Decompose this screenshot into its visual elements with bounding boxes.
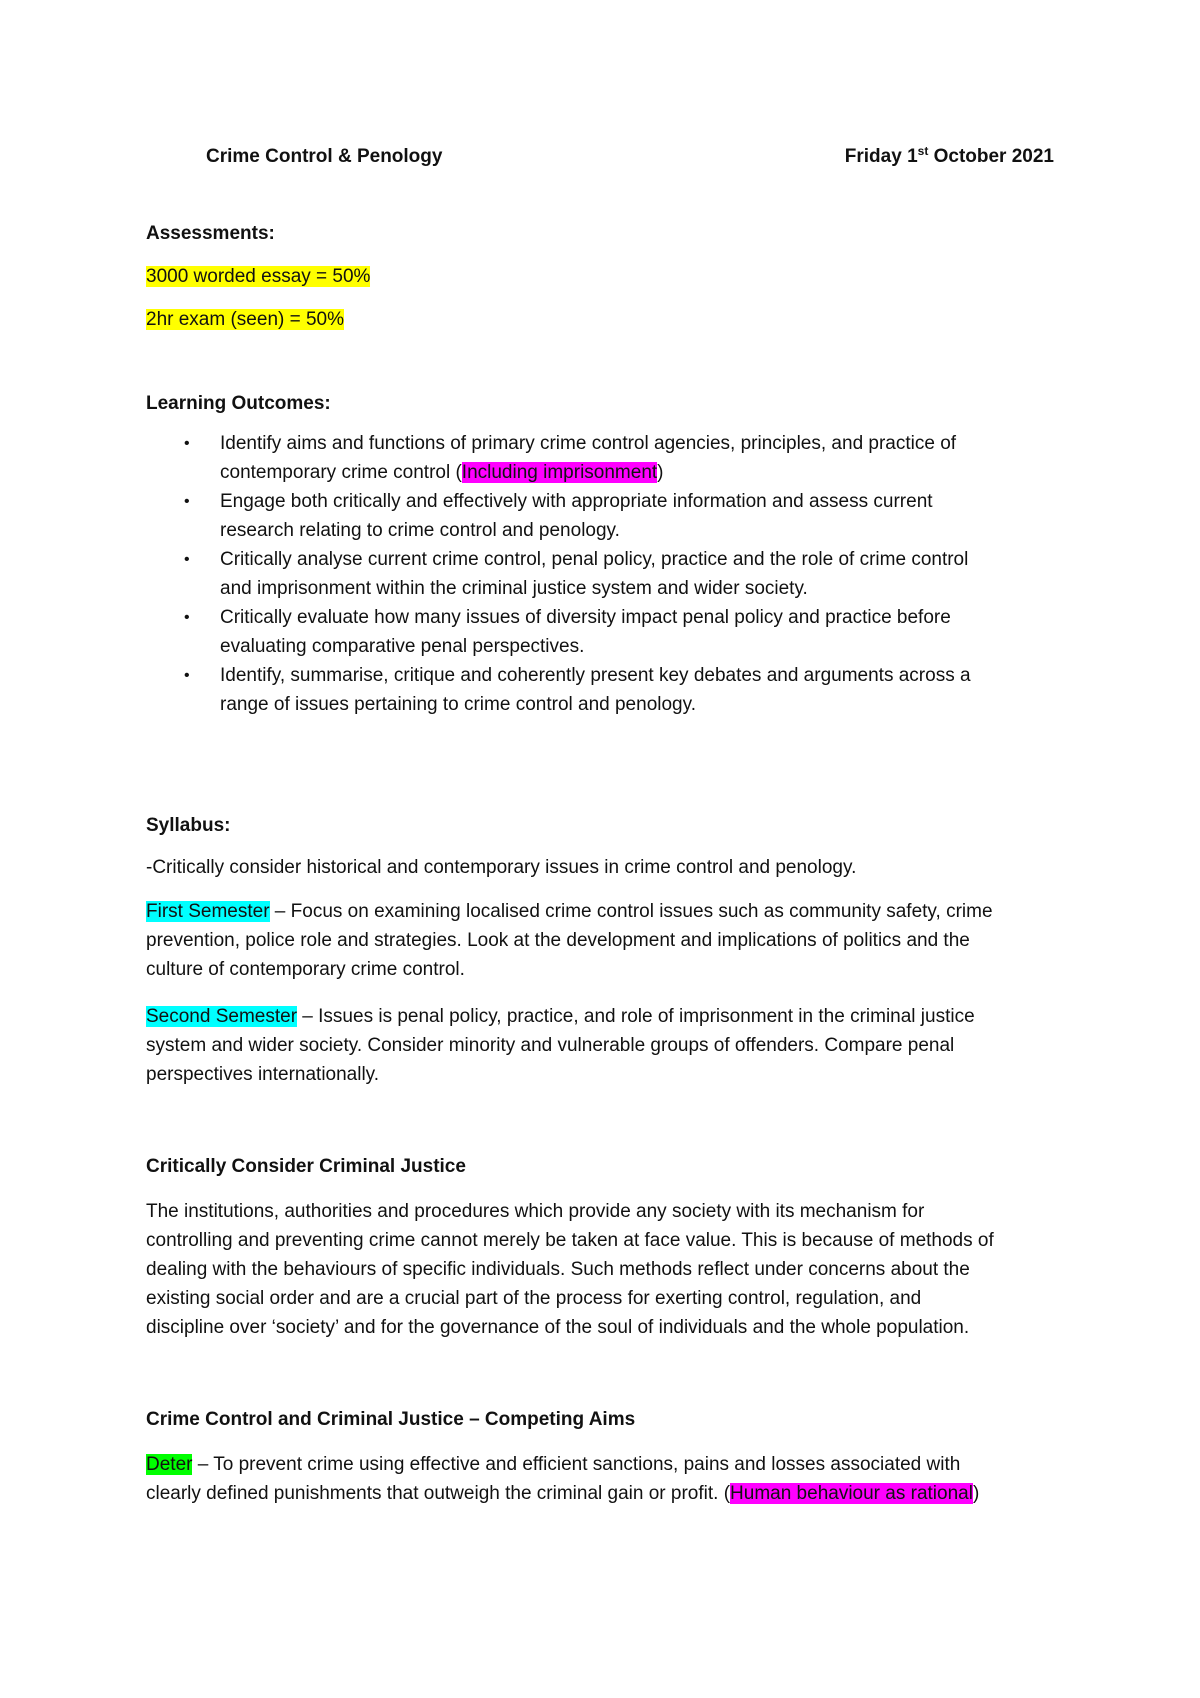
list-item: • Critically evaluate how many issues of diversity impact penal policy and practice before evaluating comparative penal perspectives. bbox=[146, 603, 1066, 661]
critically-consider-paragraph: The institutions, authorities and procedures which provide any society with its mechanism for controlling and preventing crime cannot merely be taken at face value. This is because of methods of dealing with the behaviours of specific individuals. Such methods reflect under concerns about the existing social order and are a crucial part of the process for exerting control, regulation, and discipline over ‘society’ and for the governance of the soul of individuals and the whole population. bbox=[146, 1201, 994, 1338]
syllabus-heading: Syllabus: bbox=[146, 815, 231, 836]
semester-label: Second Semester bbox=[146, 1006, 298, 1027]
syllabus-intro: -Critically consider historical and contemporary issues in crime control and penology. bbox=[146, 857, 857, 878]
date-ordinal-suffix: st bbox=[917, 144, 929, 158]
assessments-heading: Assessments: bbox=[146, 223, 275, 244]
list-item: • Identify aims and functions of primary crime control agencies, principles, and practice of contemporary crime control (Including imprisonment) bbox=[146, 429, 1066, 487]
assessment-item: 2hr exam (seen) = 50% bbox=[146, 309, 345, 330]
list-item: • Identify, summarise, critique and coherently present key debates and arguments across a range of issues pertaining to crime control and penology. bbox=[146, 661, 1066, 719]
highlight-text: Human behaviour as rational bbox=[730, 1483, 973, 1504]
document-date: Friday 1st October 2021 bbox=[844, 144, 1054, 167]
syllabus-first-semester: First Semester – Focus on examining localised crime control issues such as community safety, crime prevention, police role and strategies. Look at the development and implications of politics and the culture of contemporary crime control. bbox=[146, 901, 993, 980]
bullet-icon: • bbox=[184, 435, 190, 452]
learning-outcomes-list bbox=[146, 429, 1066, 719]
list-item: • Critically analyse current crime control, penal policy, practice and the role of crime control and imprisonment within the criminal justice system and wider society. bbox=[146, 545, 1066, 603]
document-title: Crime Control & Penology bbox=[206, 146, 443, 167]
bullet-icon: • bbox=[184, 609, 190, 626]
competing-aims-heading: Crime Control and Criminal Justice – Competing Aims bbox=[146, 1409, 636, 1430]
assessment-item: 3000 worded essay = 50% bbox=[146, 266, 371, 287]
syllabus-second-semester: Second Semester – Issues is penal policy, practice, and role of imprisonment in the criminal justice system and wider society. Consider minority and vulnerable groups of offenders. Compare penal perspectives internationally. bbox=[146, 1006, 975, 1085]
bullet-icon: • bbox=[184, 493, 190, 510]
deter-paragraph: Deter – To prevent crime using effective and efficient sanctions, pains and losses associated with clearly defined punishments that outweigh the criminal gain or profit. (Human behaviour as rational) bbox=[146, 1454, 980, 1504]
critically-consider-heading: Critically Consider Criminal Justice bbox=[146, 1156, 466, 1177]
deter-label: Deter bbox=[146, 1454, 193, 1475]
bullet-icon: • bbox=[184, 551, 190, 568]
list-item: • Engage both critically and effectively with appropriate information and assess current research relating to crime control and penology. bbox=[146, 487, 1066, 545]
learning-outcomes-heading: Learning Outcomes: bbox=[146, 393, 331, 414]
semester-label: First Semester bbox=[146, 901, 270, 922]
highlight-text: Including imprisonment bbox=[461, 462, 658, 483]
bullet-icon: • bbox=[184, 667, 190, 684]
